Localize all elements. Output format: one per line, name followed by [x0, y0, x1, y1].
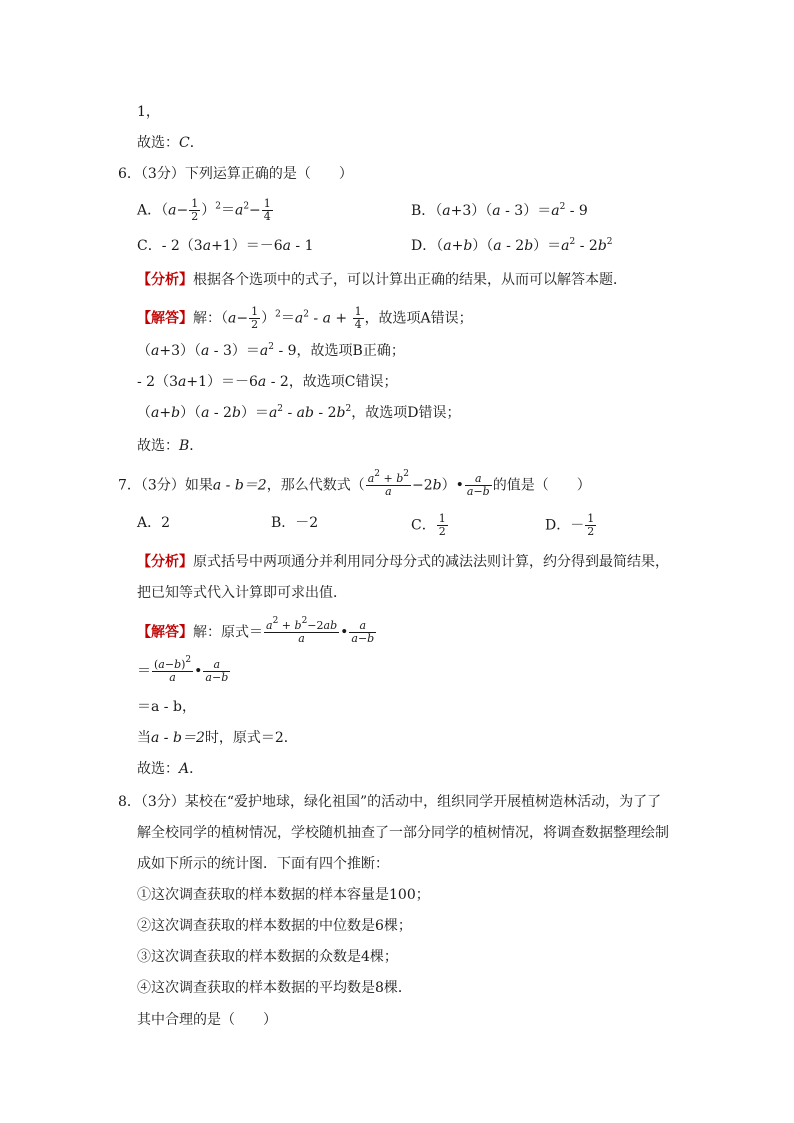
q6-stem: 6．（3分）下列运算正确的是（ ）: [118, 166, 353, 182]
q7-option-d: D．－ $\frac{1}{2}$: [545, 512, 595, 538]
q6-answer: 故选：B．: [137, 438, 204, 454]
q6-solution-d: $(a+b)(a - 2b)=a^2$ - ab - $2b^2$，故选项D错误；: [137, 404, 461, 421]
q7-option-a: A．2: [137, 515, 171, 531]
q6-option-a: A．（a− $\frac{1}{2}$ ）$^2=a^2-$ $\frac{1}{4}$: [137, 197, 271, 223]
q7-answer: 故选：A．: [137, 761, 204, 777]
q6-analysis: 【分析】根据各个选项中的式子，可以计算出正确的结果，从而可以解答本题．: [137, 272, 627, 288]
q6-solution-c: - 2（3a+1）＝－6a - 2，故选项C错误；: [137, 374, 398, 390]
q8-statement-3: ③这次调查获取的样本数据的众数是4棵；: [137, 949, 398, 965]
q8-statement-1: ①这次调查获取的样本数据的样本容量是100；: [137, 887, 430, 903]
q7-solution-line4: 当a - b＝2时，原式＝2．: [137, 730, 298, 746]
q7-option-b: B．－2: [271, 515, 319, 531]
q6-solution-a: 【解答】解：（a− $\frac{1}{2}$ ）$^2=a^2 - a$ + $\frac{1}{4}$ ，故选项A错误；: [137, 305, 473, 331]
q8-stem-line3: 成如下所示的统计图．下面有四个推断：: [137, 856, 389, 872]
q7-solution-line1: 【解答】解：原式＝ $\frac{a^2 + b^2-2ab}{a}$ • $\frac{a}{a-b}$: [137, 616, 375, 645]
q7-solution-line3: ＝a - b，: [137, 699, 196, 715]
q7-solution-line2: ＝ $\frac{(a-b)^2}{a}$ • $\frac{a}{a-b}$: [137, 655, 229, 684]
q6-solution-b: $(a+3)(a - 3)=a^2 - 9$，故选项B正确；: [137, 342, 405, 359]
q6-option-c: C．- 2（3a+1）＝－6a - 1: [137, 238, 314, 254]
q7-stem: 7．（3分）如果a - b＝2，那么代数式（ $\frac{a^2 + b^2}{a}$ −2b）• $\frac{a}{a-b}$ 的值是（ ）: [118, 469, 591, 498]
prev-answer: 故选：C．: [137, 135, 204, 151]
q8-question: 其中合理的是（ ）: [137, 1012, 277, 1028]
q8-stem-line2: 解全校同学的植树情况，学校随机抽查了一部分同学的植树情况，将调查数据整理绘制: [137, 825, 669, 841]
q7-analysis-line2: 把已知等式代入计算即可求出值．: [137, 585, 347, 601]
prev-solution-tail: 1，: [137, 104, 160, 120]
q6-option-d: D．$(a+b)(a - 2b)=a^2 - 2b^2$: [411, 237, 613, 254]
q8-stem-line1: 8．（3分）某校在“爱护地球，绿化祖国”的活动中，组织同学开展植树造林活动，为了了: [118, 794, 662, 810]
q7-analysis-line1: 【分析】原式括号中两项通分并利用同分母分式的减法法则计算，约分得到最简结果，: [137, 554, 669, 570]
q6-option-b: B．$(a+3)(a - 3)=a^2 - 9$: [411, 202, 588, 219]
q8-statement-4: ④这次调查获取的样本数据的平均数是8棵．: [137, 980, 412, 996]
q7-option-c: C． $\frac{1}{2}$: [411, 512, 446, 538]
q8-statement-2: ②这次调查获取的样本数据的中位数是6棵；: [137, 918, 412, 934]
